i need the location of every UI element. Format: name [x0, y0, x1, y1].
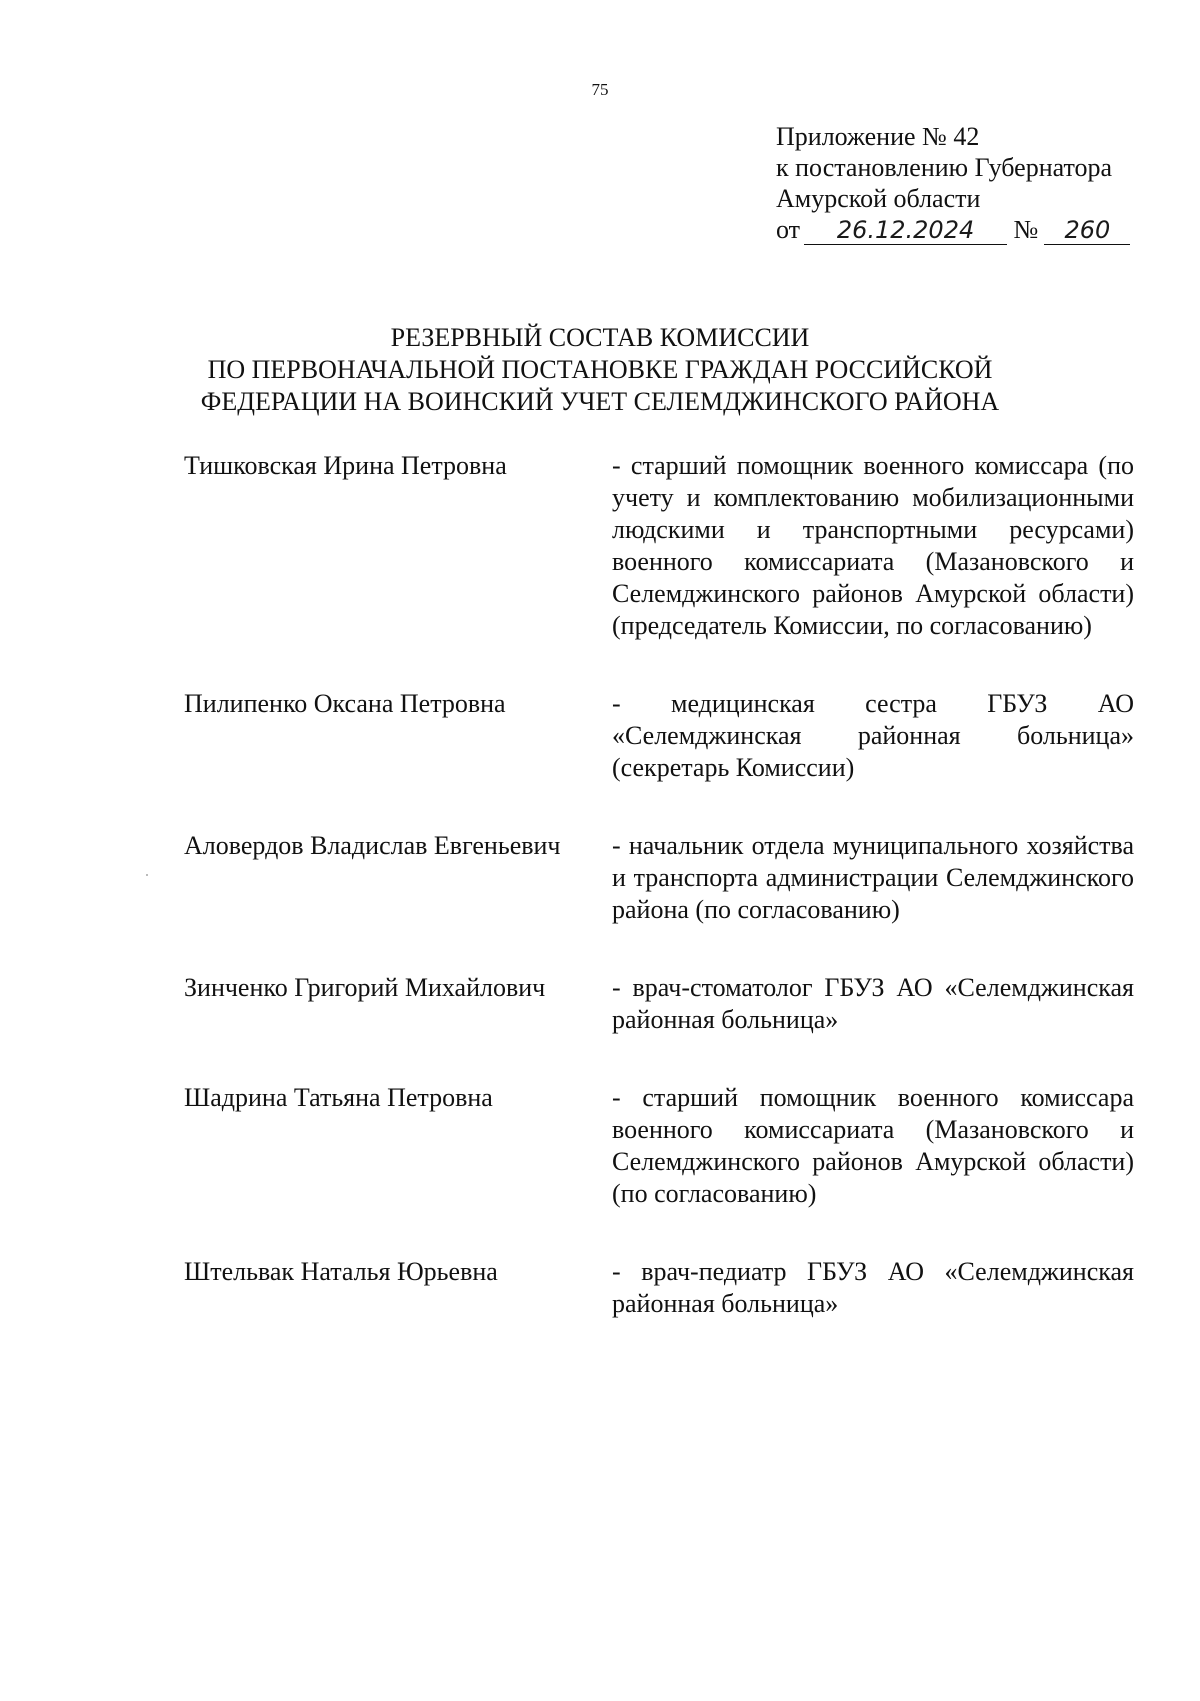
member-row: [184, 1256, 1134, 1320]
member-row: [184, 830, 1134, 926]
member-role: - старший помощник военного комиссара (по учету и комплектованию мобилизационными людскими и транспортными ресурсами) военного комиссариата (Мазановского и Селемджинского районов Амурской области) (председатель Комиссии, по согласованию): [612, 451, 1134, 640]
member-row: [184, 450, 1134, 642]
member-role: - врач-педиатр ГБУЗ АО «Селемджинская районная больница»: [612, 1257, 1134, 1318]
member-row: [184, 1082, 1134, 1210]
appendix-block: [776, 121, 1130, 245]
member-role: - медицинская сестра ГБУЗ АО «Селемджинская районная больница» (секретарь Комиссии): [612, 689, 1134, 782]
member-row: [184, 688, 1134, 784]
member-list: [184, 450, 1134, 1320]
member-role: - старший помощник военного комиссара военного комиссариата (Мазановского и Селемджинского районов Амурской области) (по согласованию): [612, 1083, 1134, 1208]
number-prefix: №: [1013, 215, 1039, 244]
member-name: Пилипенко Оксана Петровна: [184, 689, 506, 718]
title-line-2: ПО ПЕРВОНАЧАЛЬНОЙ ПОСТАНОВКЕ ГРАЖДАН РОССИЙСКОЙ: [207, 355, 993, 384]
title-line-3: ФЕДЕРАЦИИ НА ВОИНСКИЙ УЧЕТ СЕЛЕМДЖИНСКОГО РАЙОНА: [200, 387, 1000, 416]
title-line-1: РЕЗЕРВНЫЙ СОСТАВ КОМИССИИ: [390, 323, 810, 352]
member-name: Штельвак Наталья Юрьевна: [184, 1257, 498, 1286]
appendix-date-line: [776, 214, 1130, 245]
appendix-line-3: Амурской области: [776, 184, 981, 213]
appendix-line-2: к постановлению Губернатора: [776, 153, 1113, 182]
member-name: Аловердов Владислав Евгеньевич: [184, 831, 561, 860]
page-number: 75: [591, 80, 609, 99]
member-row: [184, 972, 1134, 1036]
handwritten-date: 26.12.2024: [804, 216, 1007, 245]
member-role: - врач-стоматолог ГБУЗ АО «Селемджинская районная больница»: [612, 973, 1134, 1034]
member-name: Зинченко Григорий Михайлович: [184, 973, 546, 1002]
scan-speck: [146, 874, 148, 876]
member-name: Шадрина Татьяна Петровна: [184, 1083, 493, 1112]
member-role: - начальник отдела муниципального хозяйства и транспорта администрации Селемджинского района (по согласованию): [612, 831, 1134, 924]
handwritten-number: 260: [1044, 216, 1130, 245]
date-prefix: от: [776, 215, 801, 244]
document-title: [0, 322, 1200, 418]
member-name: Тишковская Ирина Петровна: [184, 451, 507, 480]
appendix-line-1: Приложение № 42: [776, 122, 980, 151]
